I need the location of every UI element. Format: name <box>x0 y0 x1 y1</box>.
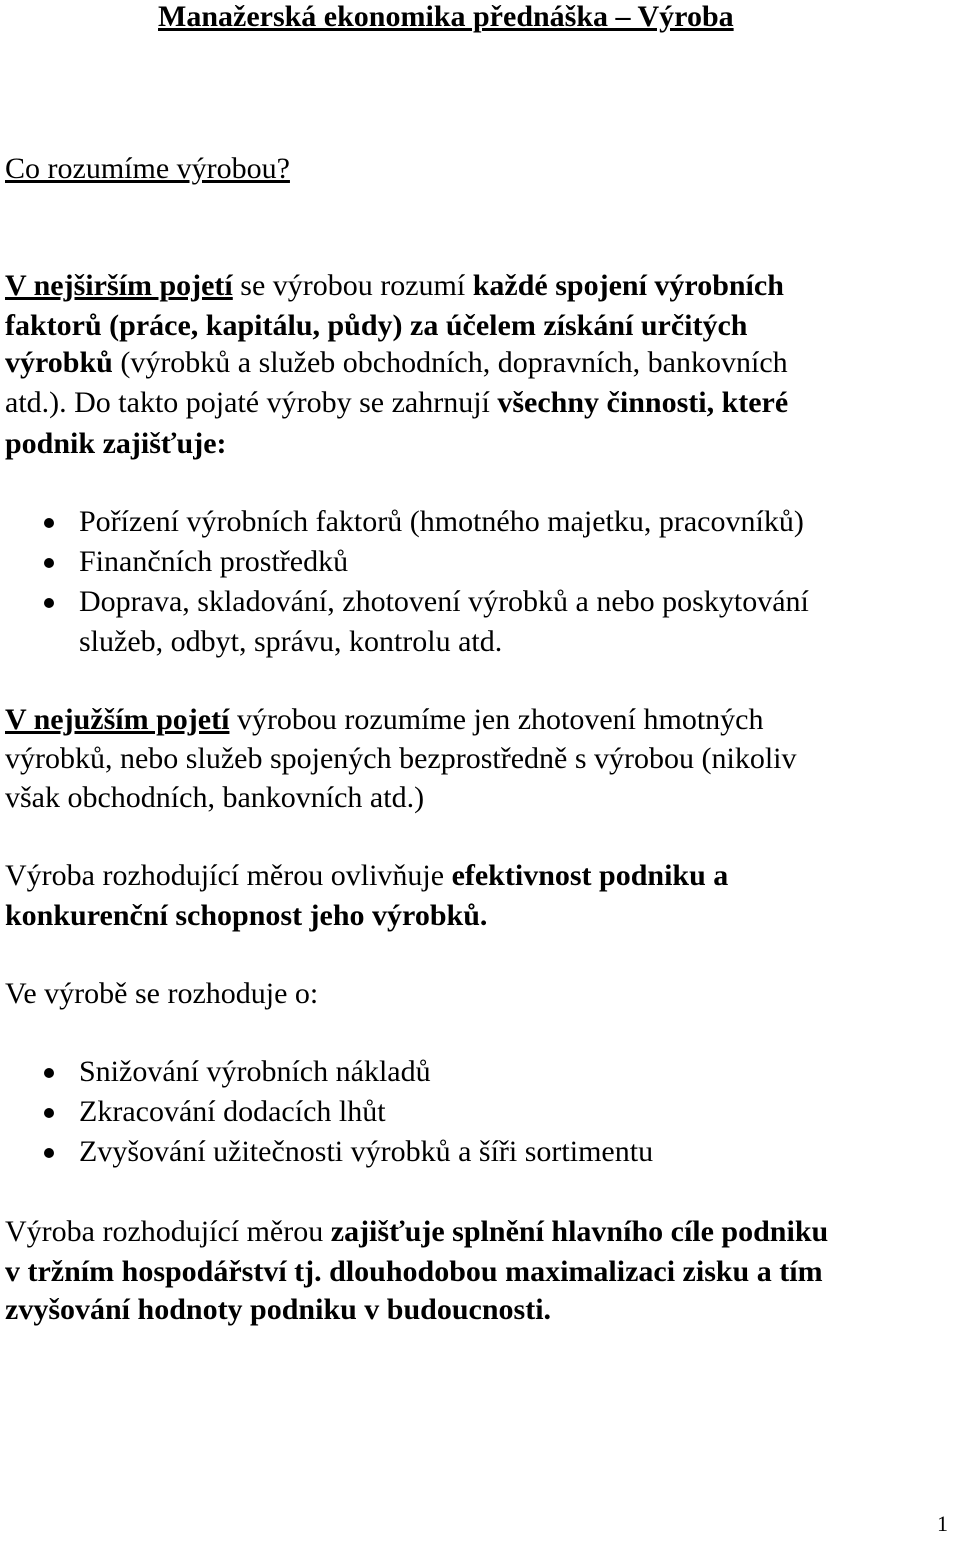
paragraph-1-line-4 <box>5 383 788 423</box>
bullet-icon <box>44 1068 54 1078</box>
p3-l1-text: Výroba rozhodující měrou ovlivňuje <box>5 859 452 892</box>
document-title: Manažerská ekonomika přednáška – Výroba <box>158 0 734 33</box>
paragraph-2-line-2: výrobků, nebo služeb spojených bezprostředně s výrobou (nikoliv <box>5 742 797 775</box>
p5-l1-bold: zajišťuje splnění hlavního cíle podniku <box>330 1215 829 1248</box>
bullet-icon <box>44 1108 54 1118</box>
p1-l4-bold: všechny činnosti, které <box>497 386 789 419</box>
list-item <box>0 1052 653 1092</box>
list-item-text: Doprava, skladování, zhotovení výrobků a nebo poskytování <box>79 585 809 618</box>
list-item-text: Zkracování dodacích lhůt <box>79 1095 386 1128</box>
list-item <box>0 582 809 622</box>
list-item-text: Snižování výrobních nákladů <box>79 1055 431 1088</box>
list-item-text: služeb, odbyt, správu, kontrolu atd. <box>79 625 503 658</box>
p1-l1-text: se výrobou rozumí <box>232 269 473 302</box>
p1-l4-text: atd.). Do takto pojaté výroby se zahrnují <box>5 386 498 419</box>
p1-l1-bold: každé spojení výrobních <box>472 269 784 302</box>
list-item <box>0 502 809 542</box>
list-item <box>0 1092 653 1132</box>
p5-l1-text: Výroba rozhodující měrou <box>5 1215 331 1248</box>
p3-l1-bold: efektivnost podniku a <box>451 859 729 892</box>
paragraph-1-line-5: podnik zajišťuje: <box>5 427 227 460</box>
p1-l3-text: (výrobků a služeb obchodních, dopravních, bankovních <box>112 346 788 379</box>
p2-l1-text: výrobou rozumíme jen zhotovení hmotných <box>229 703 764 736</box>
activities-list <box>0 502 809 662</box>
paragraph-5-line-2: v tržním hospodářství tj. dlouhodobou maximalizaci zisku a tím <box>5 1255 823 1288</box>
paragraph-3-line-2: konkurenční schopnost jeho výrobků. <box>5 899 488 932</box>
bullet-icon <box>44 1148 54 1158</box>
section-question: Co rozumíme výrobou? <box>5 152 290 185</box>
list-item <box>0 542 809 582</box>
p1-l3-bold: výrobků <box>5 346 113 379</box>
bullet-icon <box>44 558 54 568</box>
list-item-continuation <box>0 622 809 662</box>
paragraph-4: Ve výrobě se rozhoduje o: <box>5 977 319 1010</box>
paragraph-2-line-1 <box>5 700 764 740</box>
decisions-list <box>0 1052 653 1172</box>
list-item <box>0 1132 653 1172</box>
bullet-icon <box>44 598 54 608</box>
list-item-text: Finančních prostředků <box>79 545 349 578</box>
list-item-text: Pořízení výrobních faktorů (hmotného majetku, pracovníků) <box>79 505 804 538</box>
term-broadest: V nejširším pojetí <box>5 269 233 302</box>
list-item-text: Zvyšování užitečnosti výrobků a šíři sortimentu <box>79 1135 654 1168</box>
page-number: 1 <box>937 1511 948 1536</box>
paragraph-3-line-1 <box>5 856 728 896</box>
paragraph-1-line-2: faktorů (práce, kapitálu, půdy) za účelem získání určitých <box>5 309 748 342</box>
bullet-icon <box>44 518 54 528</box>
paragraph-1-line-1 <box>5 266 784 306</box>
paragraph-5-line-1 <box>5 1212 828 1252</box>
paragraph-2-line-3: však obchodních, bankovních atd.) <box>5 781 425 814</box>
paragraph-5-line-3: zvyšování hodnoty podniku v budoucnosti. <box>5 1293 552 1326</box>
term-narrowest: V nejužším pojetí <box>5 703 230 736</box>
paragraph-1-line-3 <box>5 343 788 383</box>
